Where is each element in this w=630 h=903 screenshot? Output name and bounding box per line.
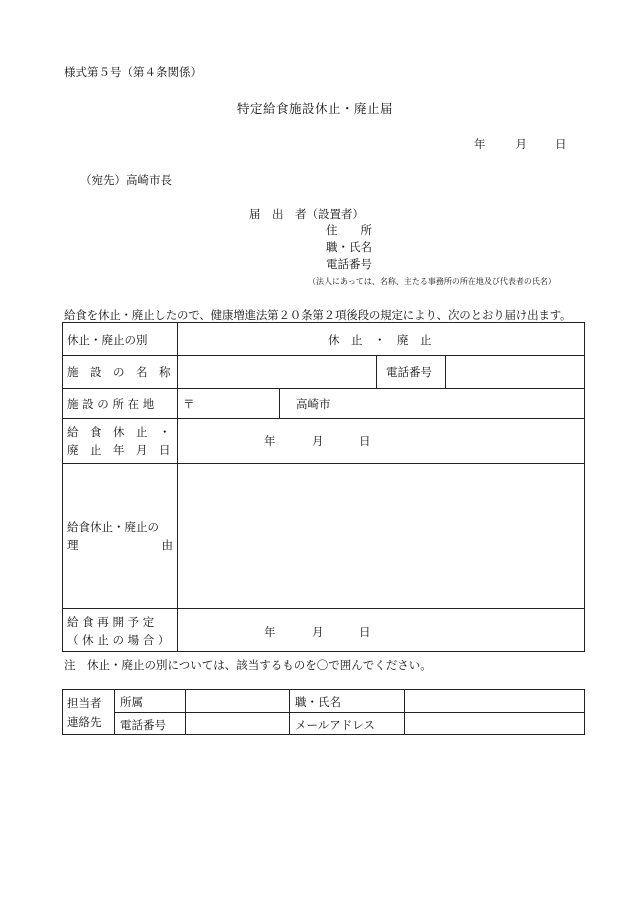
- submission-date: [474, 136, 567, 152]
- intro-statement: 給食を休止・廃止したので、健康増進法第２０条第２項後段の規定により、次のとおり届け出ます。: [64, 308, 572, 322]
- type-options[interactable]: 休 止 ・ 廃 止: [328, 333, 432, 347]
- reason-label-line1: 給食休止・廃止の: [67, 520, 159, 534]
- facility-phone-label: 電話番号: [386, 365, 432, 379]
- location-label: 施 設 の 所 在 地: [67, 397, 155, 411]
- notifier-address-label: 住 所: [326, 223, 372, 237]
- row-divider: [63, 608, 584, 609]
- contact-label-line1: 担当者: [67, 696, 102, 710]
- reason-label-left: 理: [67, 538, 79, 552]
- email-input[interactable]: [405, 713, 584, 733]
- notifier-phone-label: 電話番号: [326, 257, 372, 271]
- notifier-heading: 届 出 者（設置者）: [249, 207, 364, 221]
- resume-day-label: 日: [359, 625, 371, 639]
- type-label: 休止・廃止の別: [67, 333, 148, 347]
- form-number: 様式第５号（第４条関係）: [64, 65, 202, 79]
- document-title: 特定給食施設休止・廃止届: [236, 101, 393, 116]
- facility-phone-input[interactable]: [446, 356, 584, 387]
- facility-name-input[interactable]: [178, 356, 375, 387]
- resume-label-line1: 給 食 再 開 予 定: [67, 615, 155, 629]
- column-divider: [289, 690, 290, 734]
- main-form-table: [62, 322, 585, 652]
- postal-code-input[interactable]: [195, 389, 278, 417]
- suspend-date-label-line2: 廃 止 年 月 日: [67, 443, 171, 457]
- reason-label-line2: [67, 537, 173, 553]
- column-divider: [376, 355, 377, 388]
- corporation-note: （法人にあっては、名称、主たる事務所の所在地及び代表者の氏名）: [308, 277, 556, 286]
- resume-year-label: 年: [264, 625, 276, 639]
- postal-mark: 〒: [183, 397, 195, 411]
- contact-phone-input[interactable]: [186, 713, 288, 733]
- contact-phone-label: 電話番号: [120, 718, 166, 732]
- contact-table: [62, 689, 585, 735]
- suspend-day-label: 日: [359, 434, 371, 448]
- department-label: 所属: [120, 695, 143, 709]
- addressee: （宛先）高崎市長: [80, 173, 172, 187]
- month-label: 月: [515, 137, 527, 151]
- column-divider: [114, 690, 115, 734]
- facility-name-label: 施 設 の 名 称: [67, 365, 171, 379]
- resume-month-label: 月: [312, 625, 324, 639]
- day-label: 日: [555, 137, 567, 151]
- column-divider: [279, 388, 280, 418]
- footnote: 注 休止・廃止の別については、該当するものを〇で囲んでください。: [64, 658, 432, 672]
- city-name: 高崎市: [296, 397, 331, 411]
- department-input[interactable]: [186, 691, 288, 711]
- address-input[interactable]: [333, 389, 583, 417]
- suspend-year-label: 年: [264, 434, 276, 448]
- email-label: メールアドレス: [295, 718, 375, 732]
- row-divider: [63, 418, 584, 419]
- suspend-month-label: 月: [312, 434, 324, 448]
- notifier-name-label: 職・氏名: [326, 240, 372, 254]
- resume-label-line2: （ 休 止 の 場 合 ）: [67, 633, 170, 647]
- reason-label-right: 由: [161, 538, 173, 552]
- contact-name-input[interactable]: [405, 691, 584, 711]
- contact-name-label: 職・氏名: [295, 695, 341, 709]
- reason-input[interactable]: [178, 464, 584, 607]
- year-label: 年: [474, 137, 486, 151]
- contact-label-line2: 連絡先: [67, 715, 102, 729]
- suspend-date-label-line1: 給 食 休 止 ・: [67, 425, 171, 439]
